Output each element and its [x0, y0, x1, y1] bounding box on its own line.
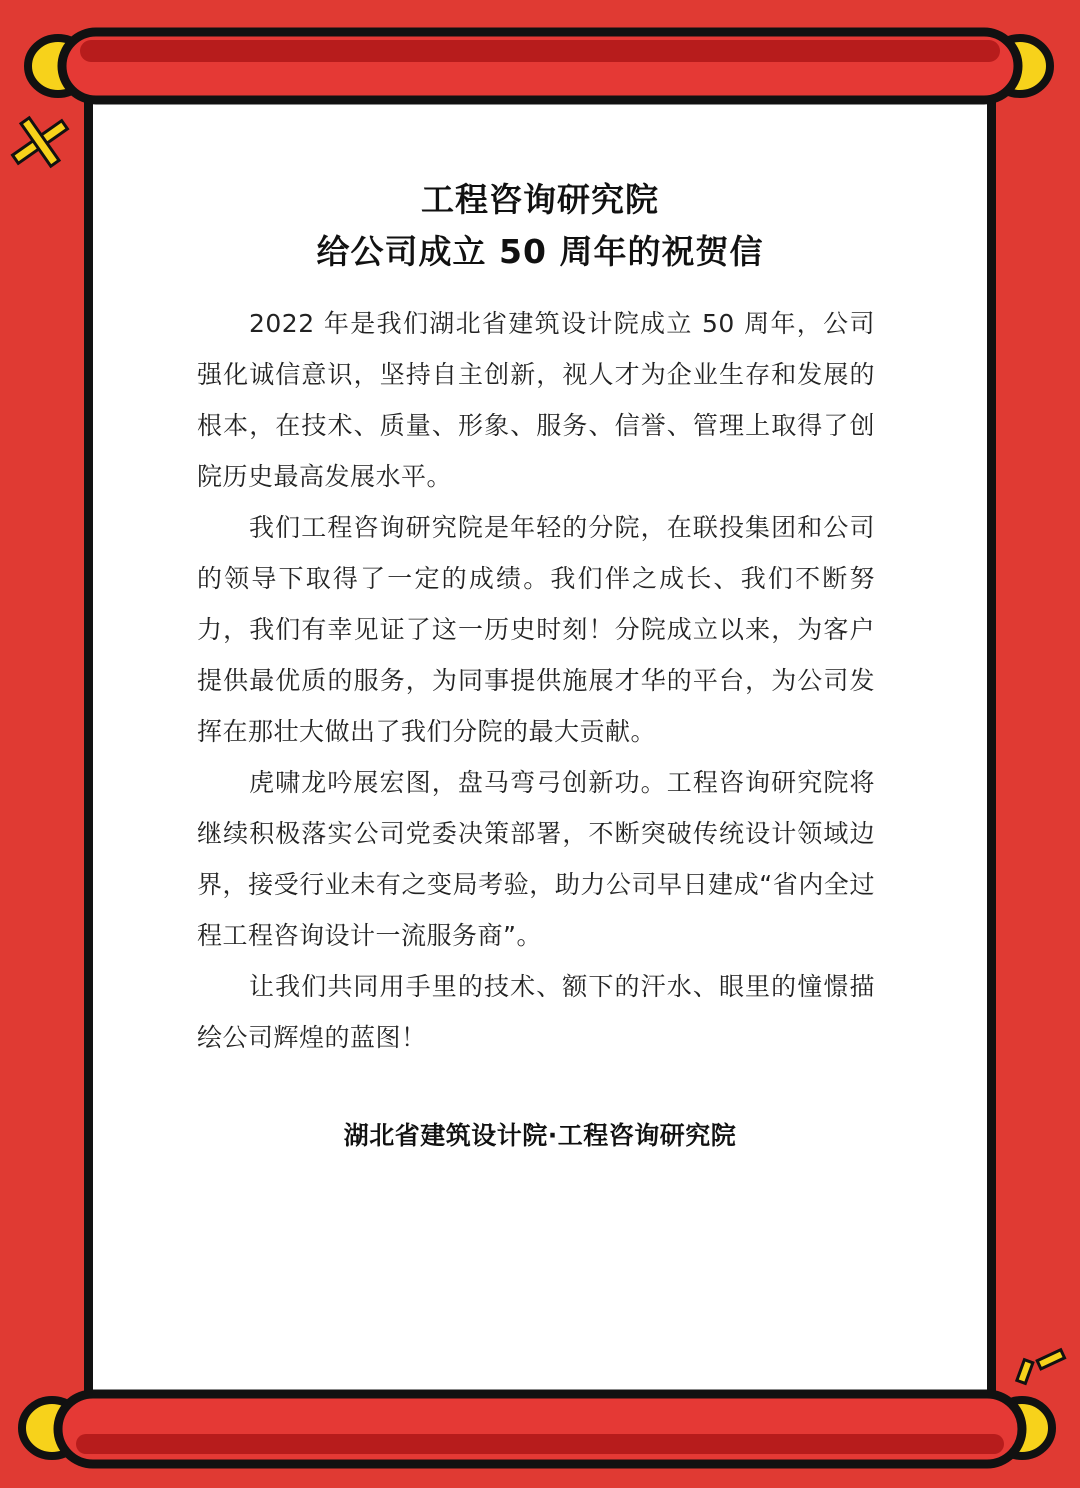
bottom-scroll-rod — [58, 1394, 1022, 1464]
letter-title: 工程咨询研究院 — [421, 180, 659, 219]
paragraph: 虎啸龙吟展宏图，盘马弯弓创新功。工程咨询研究院将继续积极落实公司党委决策部署，不断突破传统设计领域边界，接受行业未有之变局考验，助力公司早日建成“省内全过程工程咨询设计一流服务商”。 — [197, 768, 875, 950]
sparkle-icon — [1017, 1350, 1065, 1384]
letter-subtitle: 给公司成立 50 周年的祝贺信 — [316, 232, 764, 271]
paragraph: 让我们共同用手里的技术、额下的汗水、眼里的憧憬描绘公司辉煌的蓝图！ — [197, 972, 875, 1052]
letter-body — [197, 298, 875, 1063]
signature: 湖北省建筑设计院·工程咨询研究院 — [343, 1121, 737, 1150]
sparkle-icon — [13, 118, 68, 166]
paragraph: 2022 年是我们湖北省建筑设计院成立 50 周年，公司强化诚信意识，坚持自主创新，视人才为企业生存和发展的根本，在技术、质量、形象、服务、信誉、管理上取得了创院历史最高发展水平。 — [197, 309, 875, 491]
paragraph: 我们工程咨询研究院是年轻的分院，在联投集团和公司的领导下取得了一定的成绩。我们伴之成长、我们不断努力，我们有幸见证了这一历史时刻！分院成立以来，为客户提供最优质的服务，为同事提供施展才华的平台，为公司发挥在那壮大做出了我们分院的最大贡献。 — [197, 513, 875, 746]
top-scroll-rod — [62, 32, 1018, 100]
